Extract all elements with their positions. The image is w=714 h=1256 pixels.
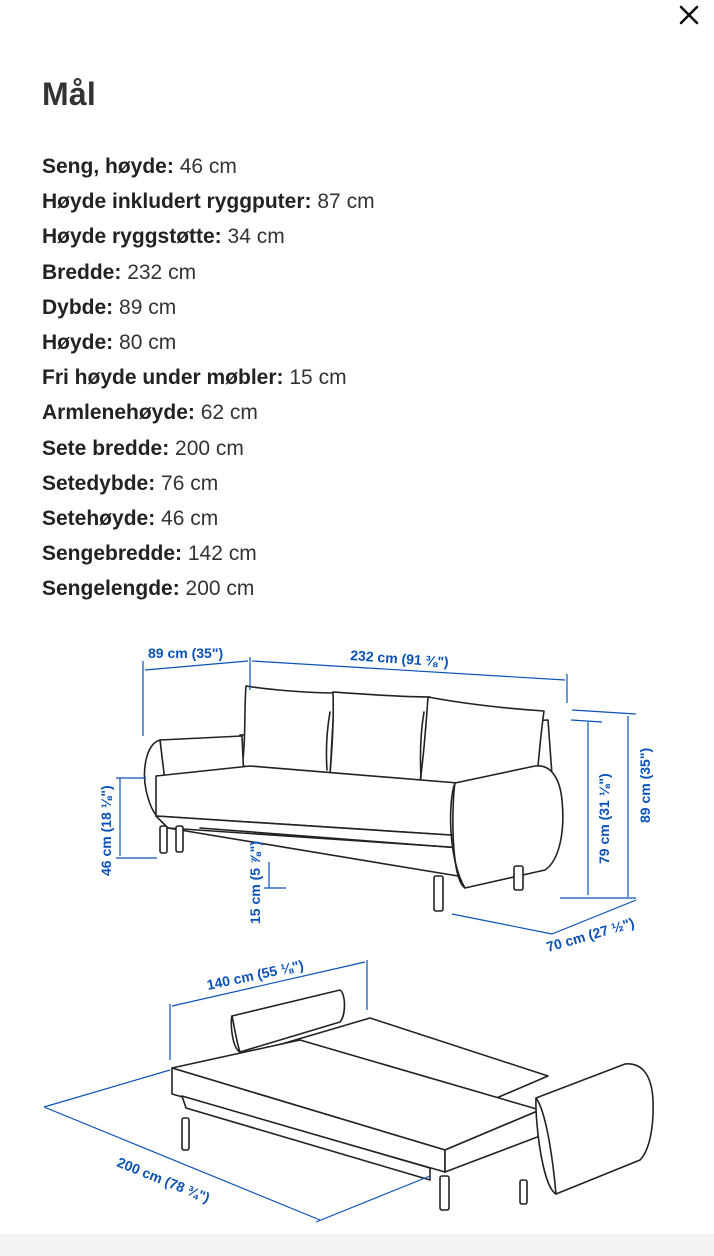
dimensions-list xyxy=(42,149,375,606)
dimension-value: 46 cm xyxy=(161,506,219,530)
dimension-value: 200 cm xyxy=(185,577,255,601)
dimension-value: 87 cm xyxy=(317,190,375,214)
dimension-label: Høyde ryggstøtte: xyxy=(42,225,222,249)
dimension-label: Høyde inkludert ryggputer: xyxy=(42,190,312,214)
sofa-clearance-label: 15 cm (5 ⅞") xyxy=(247,841,263,924)
dimension-row xyxy=(42,431,375,466)
dimension-value: 76 cm xyxy=(161,471,219,495)
sofa-seat-depth-label: 70 cm (27 ½") xyxy=(544,914,637,955)
dimension-value: 89 cm xyxy=(119,295,177,319)
dimension-label: Setedybde: xyxy=(42,471,156,495)
sofa-depth-label: 89 cm (35") xyxy=(148,645,224,661)
sofa-total-height-label: 89 cm (35") xyxy=(637,747,653,823)
close-button[interactable] xyxy=(672,0,706,30)
dimension-label: Fri høyde under møbler: xyxy=(42,366,284,390)
bed-length-label: 200 cm (78 ¾") xyxy=(114,1153,213,1206)
dimension-row xyxy=(42,466,375,501)
bed-width-label: 140 cm (55 ⅛") xyxy=(205,956,305,993)
dimension-row xyxy=(42,501,375,536)
sofa-width-label: 232 cm (91 ⅜") xyxy=(349,647,450,670)
close-icon[interactable] xyxy=(678,4,700,26)
dimension-label: Bredde: xyxy=(42,260,122,284)
dimension-value: 46 cm xyxy=(179,155,237,178)
dimension-row xyxy=(42,325,375,360)
dimension-value: 200 cm xyxy=(175,436,244,460)
dimension-label: Dybde: xyxy=(42,295,114,319)
dimension-row xyxy=(42,219,375,254)
dimension-row xyxy=(42,395,375,430)
dimension-label: Armlenehøyde: xyxy=(42,401,195,425)
dimension-row xyxy=(42,571,375,606)
dimension-label: Setehøyde: xyxy=(42,506,156,530)
dimension-row xyxy=(42,360,375,395)
dimension-row xyxy=(42,184,375,219)
dimension-label: Seng, høyde: xyxy=(42,155,174,178)
dimension-value: 34 cm xyxy=(227,225,285,249)
dimension-value: 62 cm xyxy=(200,401,258,425)
dimension-label: Sengelengde: xyxy=(42,577,180,601)
bottom-bar xyxy=(0,1234,714,1256)
sofa-back-height-label: 79 cm (31 ⅛") xyxy=(596,773,612,864)
sofa-drawing xyxy=(145,686,563,911)
dimension-label: Sengebredde: xyxy=(42,542,183,566)
dimension-diagram xyxy=(0,630,714,1234)
dimension-label: Høyde: xyxy=(42,330,114,354)
dimension-row xyxy=(42,290,375,325)
dimension-label: Sete bredde: xyxy=(42,436,170,460)
sofa-seat-height-label: 46 cm (18 ⅛") xyxy=(98,785,114,876)
dimension-value: 232 cm xyxy=(127,260,197,284)
dimension-row xyxy=(42,536,375,571)
sofa-bed-drawing xyxy=(172,990,653,1210)
dimension-value: 142 cm xyxy=(187,542,257,566)
dimension-value: 80 cm xyxy=(119,330,177,354)
dimension-row xyxy=(42,149,375,184)
page-title: Mål xyxy=(42,76,96,112)
dimension-row xyxy=(42,255,375,290)
dimension-value: 15 cm xyxy=(289,366,347,390)
